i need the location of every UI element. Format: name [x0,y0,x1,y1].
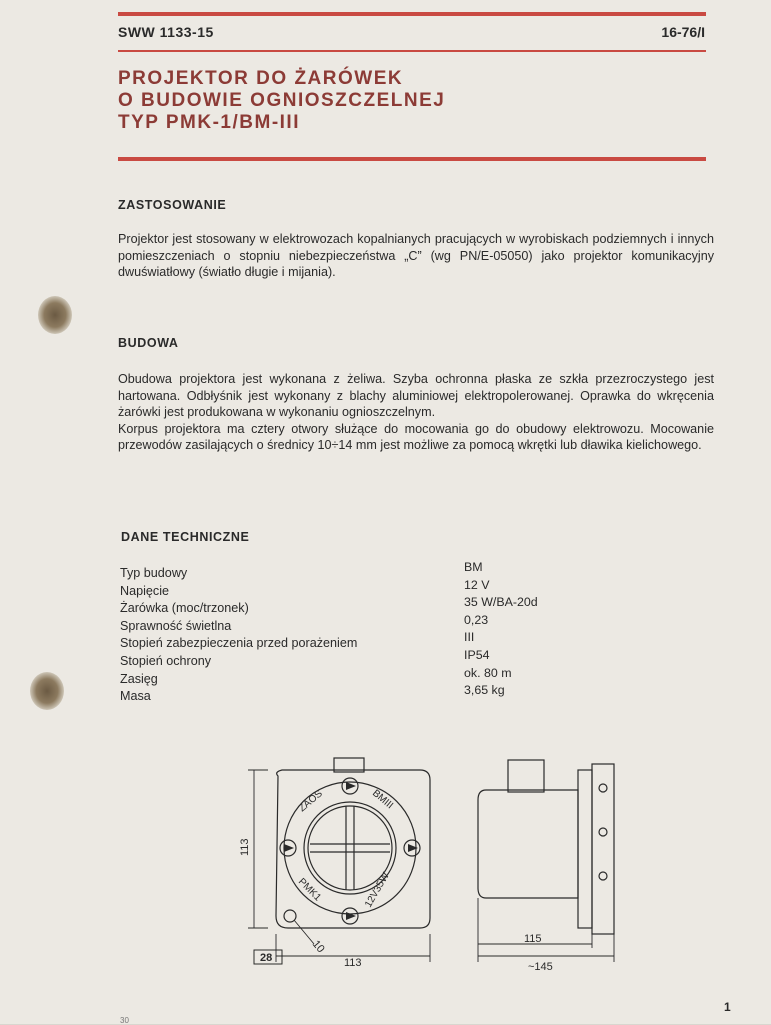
spec-label: Zasięg [120,671,158,686]
side-bolt [599,828,607,836]
page-number: 1 [724,1000,731,1014]
title-line-1: PROJEKTOR DO ŻARÓWEK [118,68,404,89]
side-flange [578,770,592,928]
spec-table [120,560,540,707]
spec-value: IP54 [464,647,490,662]
spec-row [120,612,540,637]
pmk-marking: PMK1 [295,876,323,904]
title-bottom-rule [118,157,706,161]
header-top-rule [118,12,706,16]
front-height-value: 113 [239,838,251,856]
spec-label: Typ budowy [120,566,188,580]
side-dimension-lines [478,898,614,962]
spec-row [120,683,540,707]
punch-hole-bottom [30,672,64,710]
title-line-3: TYP PMK-1/BM-III [118,112,300,133]
side-front-ring [592,764,614,934]
section-heading-budowa: BUDOWA [118,336,179,350]
page-title [118,68,718,134]
document-code: SWW 1133-15 [118,24,214,40]
side-total-value: ~145 [528,961,553,973]
side-view-labels [524,933,553,973]
spec-value: 0,23 [464,612,489,627]
side-view [478,760,614,962]
spec-label: Masa [120,689,151,704]
section-heading-dane-techniczne: DANE TECHNICZNE [121,530,250,544]
height-dimension-line [248,770,268,928]
reference-box-value: 28 [260,952,273,964]
budowa-text [118,371,714,454]
spec-value: 12 V [464,577,490,592]
spec-value: BM [464,560,483,574]
spec-label: Stopień zabezpieczenia przed porażeniem [120,636,358,651]
side-bolt [599,784,607,792]
budowa-paragraph-1: Obudowa projektora jest wykonana z żeliwa. Szyba ochronna płaska ze szkła przezroczystego jest hartowana. Odbłyśnik jest wykonany z blachy aluminiowej elektropolerowanej. Oprawka do wkręcenia żarówki jest produkowana w wykonaniu ognioszczelnym. [118,372,714,419]
section-heading-zastosowanie: ZASTOSOWANIE [118,198,227,212]
side-gland-lug [508,760,544,792]
title-line-2: O BUDOWIE OGNIOSZCZELNEJ [118,90,446,111]
hole-diameter-value: 10 [309,938,327,956]
zaos-marking: ZAOS [296,788,325,815]
spec-value: 35 W/BA-20d [464,595,538,610]
zastosowanie-text [118,231,714,281]
front-width-value: 113 [344,957,362,969]
spec-label: Napięcie [120,583,170,598]
side-depth-value: 115 [524,933,542,945]
spec-label: Żarówka (moc/trzonek) [120,601,249,616]
technical-drawing [238,748,648,978]
side-body-outline [478,790,578,898]
front-view [248,758,430,964]
spec-value: 3,65 kg [464,683,505,698]
hole-leader-line [294,920,314,944]
spec-value: III [464,630,475,645]
side-bolt [599,872,607,880]
bottom-mark: 30 [120,1016,129,1025]
header-sub-rule [118,50,706,52]
budowa-paragraph-2: Korpus projektora ma cztery otwory służące do mocowania go do obudowy elektrowozu. Mocowanie przewodów zasilających o średnicy 10÷14 mm jest możliwe za pomocą wkrętki lub dławika kielichowego. [118,421,714,452]
rating-marking: 12V35W [363,870,392,910]
bm-marking: BMIII [370,787,396,812]
spec-label: Sprawność świetlna [120,618,232,633]
spec-label: Stopień ochrony [120,653,212,668]
punch-hole-top [38,296,72,334]
front-view-labels [239,788,395,969]
zastosowanie-paragraph: Projektor jest stosowany w elektrowozach kopalnianych pracujących w wyrobiskach podziemnych i innych pomieszczeniach o stopniu niebezpieczeństwa „C” (wg PN/E-05050) jako projektor komunikacyjny dwuświatłowy (światło długie i mijania). [118,232,714,279]
spec-value: ok. 80 m [464,665,512,680]
document-number: 16-76/I [661,24,705,40]
